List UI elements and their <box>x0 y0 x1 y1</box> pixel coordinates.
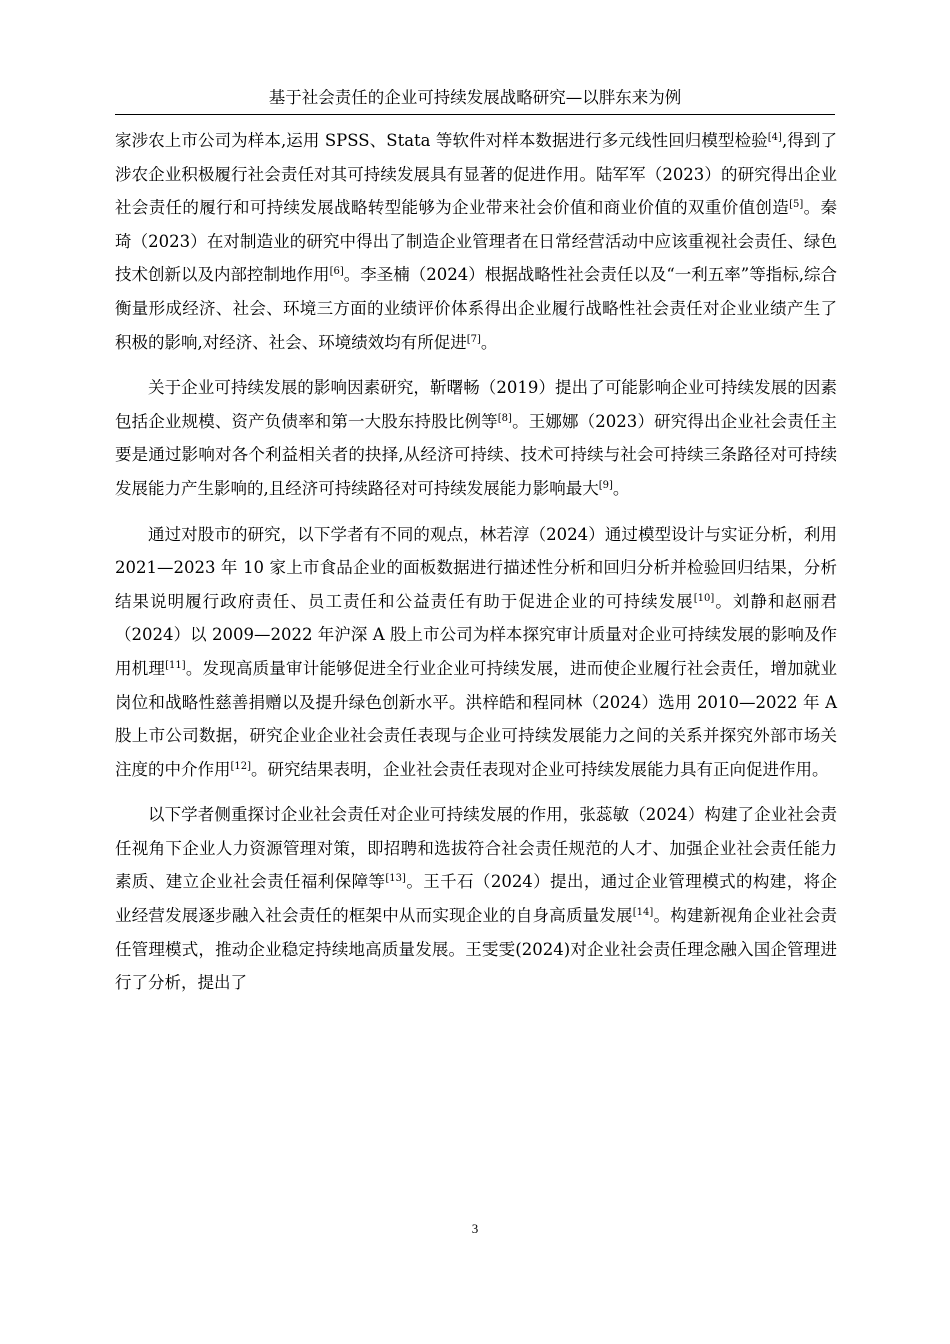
text-run: 。王千石（2024）提出，通过企业管理模式的构建，将企业经营发展逐步融入社会责任的框架中从而实现企业的自身高质量发展 <box>115 872 837 926</box>
citation-marker: [11] <box>165 659 186 671</box>
text-run: 。发现高质量审计能够促进全行业企业可持续发展，进而使企业履行社会责任，增加就业岗位和战略性慈善捐赠以及提升绿色创新水平。洪梓皓和程同林（2024）选用 2010—2022 年 A 股上市公司数据，研究企业企业社会责任表现与企业可持续发展能力之间的关系并探究外部市场关注度的中介作用 <box>115 658 838 779</box>
citation-marker: [7] <box>466 333 481 345</box>
text-run: 。 <box>612 478 630 498</box>
text-run: 。构建新视角企业社会责任管理模式，推动企业稳定持续地高质量发展。王雯雯(2024)对企业社会责任理念融入国企管理进行了分析，提出了 <box>115 906 838 993</box>
citation-marker: [8] <box>497 412 512 424</box>
text-run: 。研究结果表明，企业社会责任表现对企业可持续发展能力具有正向促进作用。 <box>251 759 829 779</box>
citation-marker: [5] <box>789 199 804 211</box>
text-run: 。 <box>480 332 498 352</box>
text-run: 关于企业可持续发展的影响因素研究，靳曙畅（2019）提出了可能影响企业可持续发展的因素包括企业规模、资产负债率和第一大股东持股比例等 <box>115 378 837 431</box>
text-run: ,得到了涉农企业积极履行社会责任对其可持续发展具有显著的促进作用。陆军军（2023）的研究得出企业社会责任的履行和可持续发展战略转型能够为企业带来社会价值和商业价值的双重价值创造 <box>115 131 837 218</box>
paragraph-1 <box>115 124 837 359</box>
citation-marker: [12] <box>230 760 252 772</box>
text-run: 。王娜娜（2023）研究得出企业社会责任主要是通过影响对各个利益相关者的抉择,从经济可持续、技术可持续与社会可持续三条路径对可持续发展能力产生影响的,且经济可持续路径对可持续发展能力影响最大 <box>115 411 838 498</box>
text-run: 以下学者侧重探讨企业社会责任对企业可持续发展的作用，张蕊敏（2024）构建了企业社会责任视角下企业人力资源管理对策，即招聘和选拔符合社会责任规范的人才、加强企业社会责任能力素质、建立企业社会责任福利保障等 <box>115 805 837 892</box>
running-header: 基于社会责任的企业可持续发展战略研究—以胖东来为例 <box>115 86 835 115</box>
text-run: 。李圣楠（2024）根据战略性社会责任以及“一利五率”等指标,综合衡量形成经济、社会、环境三方面的业绩评价体系得出企业履行战略性社会责任对企业业绩产生了积极的影响,对经济、社会、环境绩效均有所促进 <box>115 265 838 352</box>
citation-marker: [9] <box>598 479 613 491</box>
citation-marker: [13] <box>385 873 406 885</box>
text-run: 。秦琦（2023）在对制造业的研究中得出了制造企业管理者在日常经营活动中应该重视社会责任、绿色技术创新以及内部控制地作用 <box>115 198 838 285</box>
citation-marker: [14] <box>632 907 654 919</box>
text-run: 通过对股市的研究，以下学者有不同的观点，林若淳（2024）通过模型设计与实证分析，利用 2021—2023 年 10 家上市食品企业的面板数据进行描述性分析和回归分析并检验回归结果，分析结果说明履行政府责任、员工责任和公益责任有助于促进企业的可持续发展 <box>115 524 837 611</box>
body-text <box>115 124 837 1000</box>
citation-marker: [6] <box>329 266 344 278</box>
paragraph-2 <box>115 371 837 505</box>
citation-marker: [10] <box>693 592 715 604</box>
page-number: 3 <box>471 1221 479 1236</box>
paragraph-4 <box>115 798 837 1000</box>
text-run: 家涉农上市公司为样本,运用 SPSS、Stata 等软件对样本数据进行多元线性回归模型检验 <box>115 131 768 150</box>
paragraph-3 <box>115 518 837 787</box>
citation-marker: [4] <box>767 132 782 143</box>
text-run: 。刘静和赵丽君（2024）以 2009—2022 年沪深 A 股上市公司为样本探究审计质量对企业可持续发展的影响及作用机理 <box>115 591 838 678</box>
